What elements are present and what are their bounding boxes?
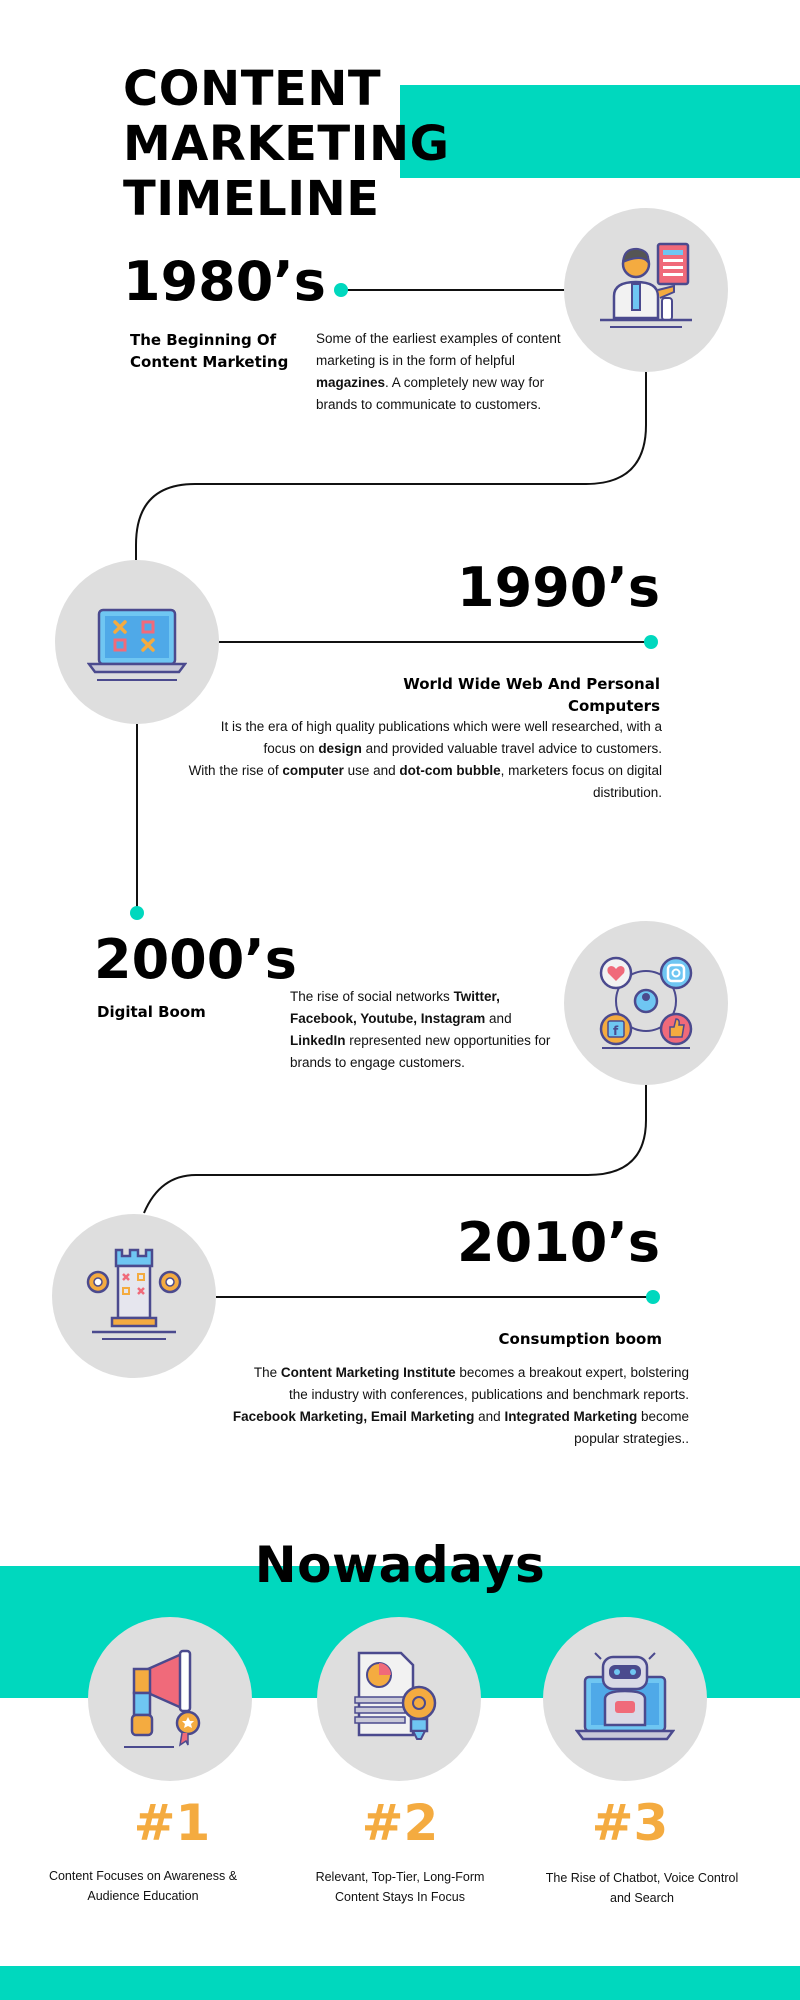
document-idea-icon bbox=[349, 1649, 449, 1749]
nowadays-caption-3: The Rise of Chatbot, Voice Control and Search bbox=[545, 1871, 739, 1905]
laptop-icon bbox=[87, 592, 187, 692]
nowadays-rank-3: #3 bbox=[591, 1794, 669, 1852]
subtitle-1980s: The Beginning Of Content Marketing bbox=[130, 331, 289, 371]
nowadays-caption-1: Content Focuses on Awareness & Audience Education bbox=[48, 1869, 238, 1903]
subtitle-2010s: Consumption boom bbox=[498, 1330, 662, 1348]
page-title: CONTENT MARKETING TIMELINE bbox=[123, 61, 450, 227]
footer-band bbox=[0, 1966, 800, 2000]
social-network-icon bbox=[596, 953, 696, 1053]
description-1990s: It is the era of high quality publications which were well researched, with a focus on design and provided valuable travel advice to customers. With the rise of computer use and dot-com bubble, marketers focus on digital distribution. bbox=[188, 719, 662, 800]
presenter-icon bbox=[596, 240, 696, 340]
chatbot-icon bbox=[575, 1649, 675, 1749]
circle-2000s bbox=[564, 921, 728, 1085]
circle-1990s bbox=[55, 560, 219, 724]
timeline-dot-2000 bbox=[130, 906, 144, 920]
nowadays-caption-2: Relevant, Top-Tier, Long-Form Content Stays In Focus bbox=[315, 1870, 485, 1904]
nowadays-circle-3 bbox=[543, 1617, 707, 1781]
nowadays-circle-1 bbox=[88, 1617, 252, 1781]
nowadays-rank-2: #2 bbox=[361, 1794, 439, 1852]
strategy-tower-icon bbox=[84, 1246, 184, 1346]
nowadays-rank-1: #1 bbox=[133, 1794, 211, 1852]
circle-1980s bbox=[564, 208, 728, 372]
subtitle-1990s: World Wide Web And Personal Computers bbox=[403, 675, 660, 715]
nowadays-title: Nowadays bbox=[254, 1536, 546, 1594]
subtitle-2000s: Digital Boom bbox=[97, 1003, 206, 1021]
year-2010s: 2010’s bbox=[457, 1211, 660, 1274]
megaphone-icon bbox=[120, 1649, 220, 1749]
year-2000s: 2000’s bbox=[94, 928, 297, 991]
year-1990s: 1990’s bbox=[457, 556, 660, 619]
circle-2010s bbox=[52, 1214, 216, 1378]
description-2010s: The Content Marketing Institute becomes a breakout expert, bolstering the industry with conferences, publications and benchmark reports. Facebook Marketing, Email Marketing and Integrated Marketing become popular strategies.. bbox=[232, 1365, 689, 1446]
timeline-dot-2010 bbox=[646, 1290, 660, 1304]
year-1980s: 1980’s bbox=[123, 250, 326, 313]
svg-text:f: f bbox=[613, 1024, 619, 1038]
nowadays-circle-2 bbox=[317, 1617, 481, 1781]
timeline-dot-1990 bbox=[644, 635, 658, 649]
description-1980s: Some of the earliest examples of content marketing is in the form of helpful magazines. A completely new way for brands to communicate to customers. bbox=[316, 331, 561, 412]
timeline-dot-1980 bbox=[334, 283, 348, 297]
description-2000s: The rise of social networks Twitter, Facebook, Youtube, Instagram and LinkedIn represented new opportunities for brands to engage customers. bbox=[290, 989, 551, 1070]
